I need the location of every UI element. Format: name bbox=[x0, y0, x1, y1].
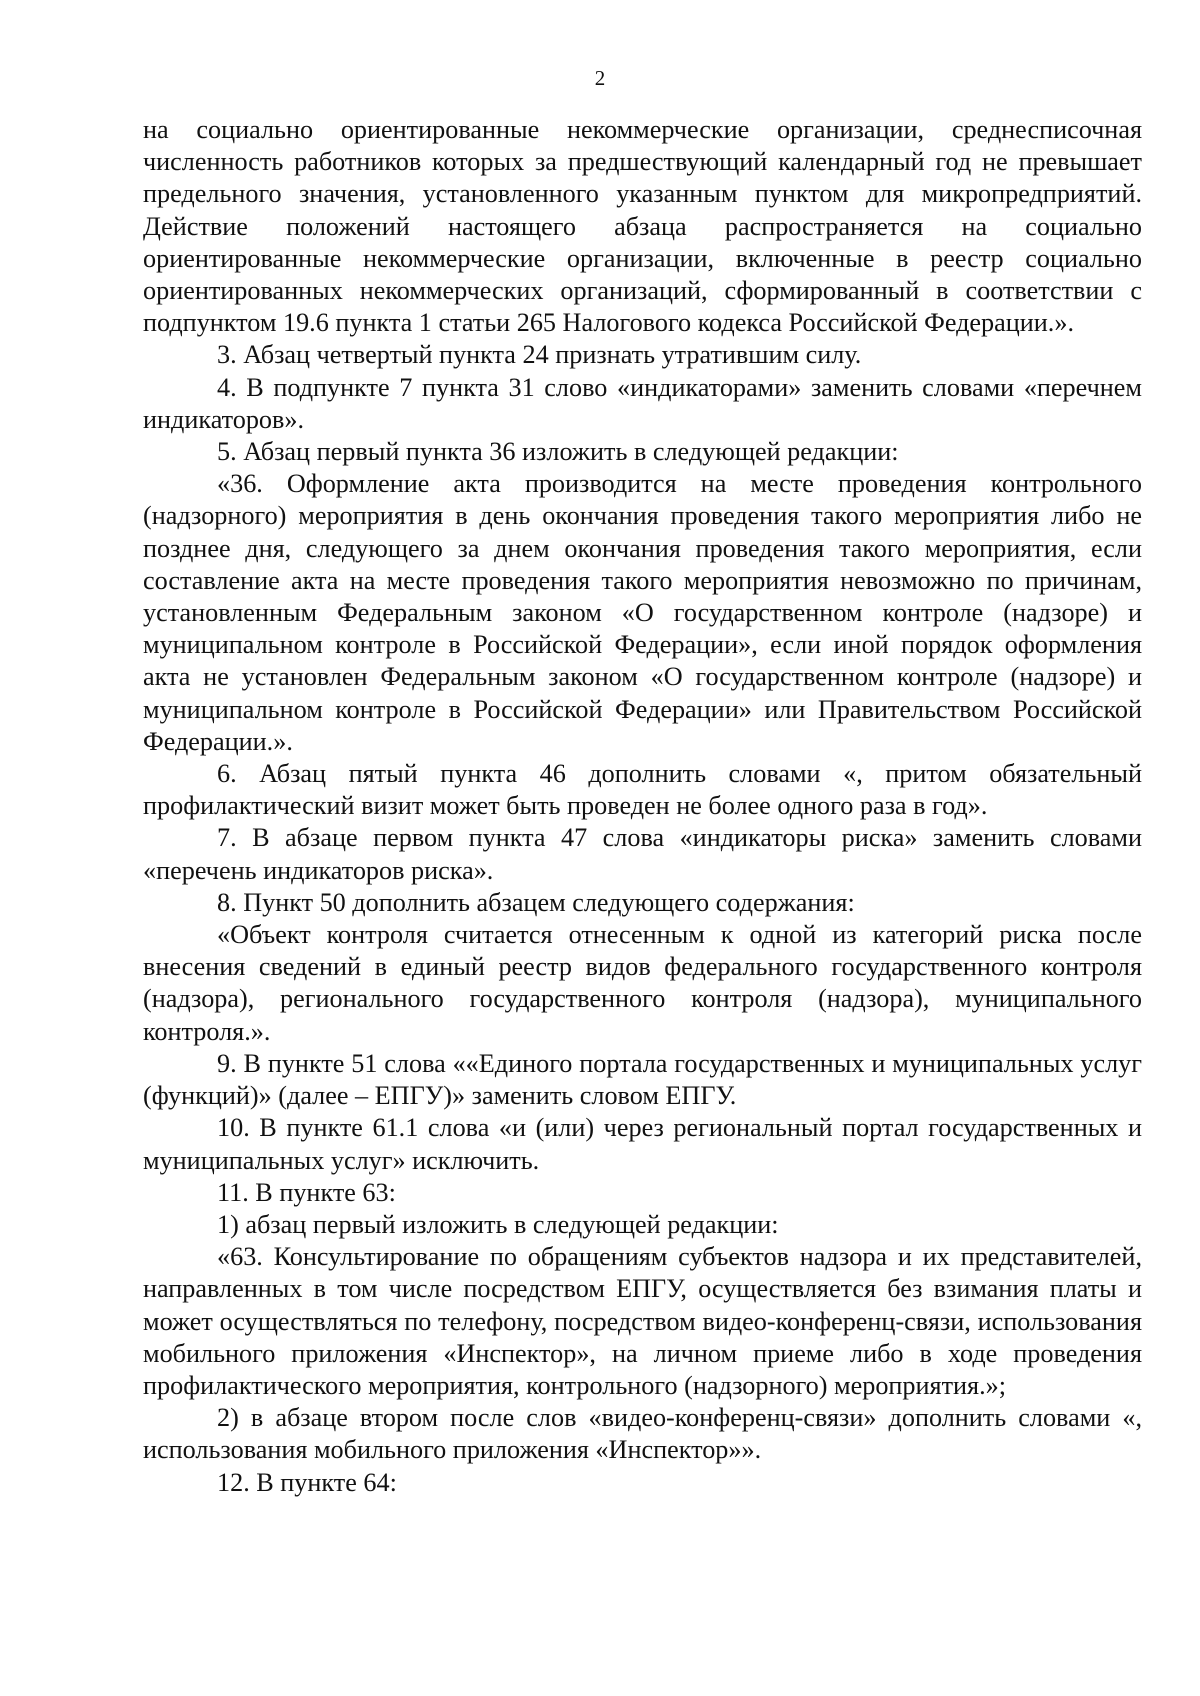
paragraph: 3. Абзац четвертый пункта 24 признать утратившим силу. bbox=[217, 340, 862, 370]
paragraph: «36. Оформление акта производится на месте проведения контрольного (надзорного) мероприятия в день окончания проведения такого мероприятия либо не позднее дня, следующего за днем окончания проведения такого мероприятия, если составление акта на месте проведения такого мероприятия невозможно по причинам, установленным Федеральным законом «О государственном контроле (надзоре) и муниципальном контроле в Российской Федерации», если иной порядок оформления акта не установлен Федеральным законом «О государственном контроле (надзоре) и муниципальном контроле в Российской Федерации» или Правительством Российской Федерации.». bbox=[143, 469, 1142, 756]
paragraph: 4. В подпункте 7 пункта 31 слово «индикаторами» заменить словами «перечнем индикаторов». bbox=[143, 372, 1142, 434]
paragraph: 7. В абзаце первом пункта 47 слова «индикаторы риска» заменить словами «перечень индикаторов риска». bbox=[143, 823, 1142, 885]
paragraph: 10. В пункте 61.1 слова «и (или) через региональный портал государственных и муниципальных услуг» исключить. bbox=[143, 1113, 1142, 1175]
paragraph: на социально ориентированные некоммерческие организации, среднесписочная численность работников которых за предшествующий календарный год не превышает предельного значения, установленного указанным пунктом для микропредприятий. Действие положений настоящего абзаца распространяется на социально ориентированные некоммерческие организации, включенные в реестр социально ориентированных некоммерческих организаций, сформированный в соответствии с подпунктом 19.6 пункта 1 статьи 265 Налогового кодекса Российской Федерации.». bbox=[143, 115, 1142, 338]
paragraph: 6. Абзац пятый пункта 46 дополнить словами «, притом обязательный профилактический визит может быть проведен не более одного раза в год». bbox=[143, 759, 1142, 821]
paragraph: 8. Пункт 50 дополнить абзацем следующего содержания: bbox=[217, 887, 855, 917]
paragraph: 11. В пункте 63: bbox=[217, 1177, 396, 1207]
paragraph: 12. В пункте 64: bbox=[217, 1467, 397, 1497]
paragraph: 9. В пункте 51 слова ««Единого портала государственных и муниципальных услуг (функций)» (далее – ЕПГУ)» заменить словом ЕПГУ. bbox=[143, 1048, 1142, 1111]
paragraph: 1) абзац первый изложить в следующей редакции: bbox=[217, 1209, 779, 1239]
paragraph: 5. Абзац первый пункта 36 изложить в следующей редакции: bbox=[217, 437, 899, 467]
paragraph: «Объект контроля считается отнесенным к одной из категорий риска после внесения сведений в единый реестр видов федерального государственного контроля (надзора), регионального государственного контроля (надзора), муниципального контроля.». bbox=[143, 920, 1142, 1046]
document-body bbox=[143, 114, 1142, 1499]
page-number: 2 bbox=[594, 66, 606, 90]
paragraph: 2) в абзаце втором после слов «видео-конференц-связи» дополнить словами «, использования мобильного приложения «Инспектор»». bbox=[143, 1403, 1142, 1465]
paragraph: «63. Консультирование по обращениям субъектов надзора и их представителей, направленных в том числе посредством ЕПГУ, осуществляется без взимания платы и может осуществляться по телефону, посредством видео-конференц-связи, использования мобильного приложения «Инспектор», на личном приеме либо в ходе проведения профилактического мероприятия, контрольного (надзорного) мероприятия.»; bbox=[143, 1242, 1142, 1400]
